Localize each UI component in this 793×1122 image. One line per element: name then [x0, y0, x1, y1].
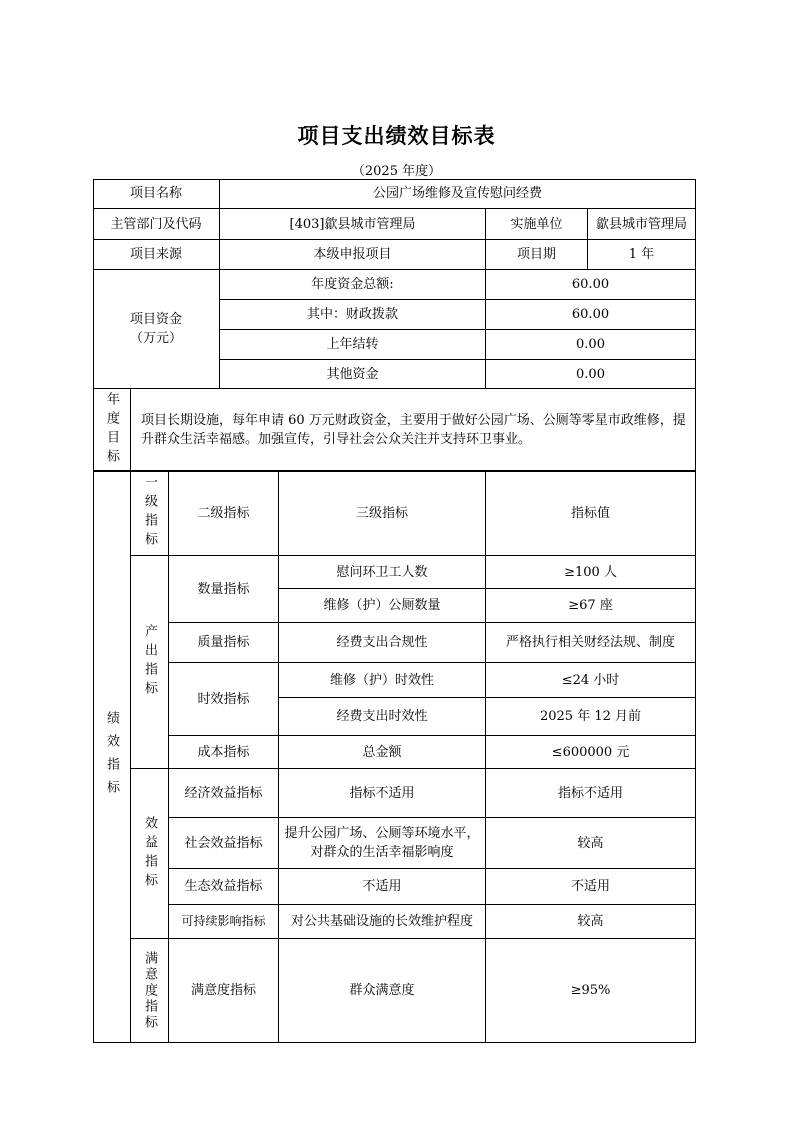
ecological-benefit-label: 生态效益指标 [169, 869, 279, 905]
table-row-qty2-name: 维修（护）公厕数量 [279, 589, 486, 623]
source-value: 本级申报项目 [220, 240, 486, 270]
funds-fiscal-value: 60.00 [486, 300, 696, 330]
table-row-time2-name: 经费支出时效性 [279, 698, 486, 736]
sustainability-label: 可持续影响指标 [169, 905, 279, 939]
table-row-econ-value: 指标不适用 [486, 769, 696, 818]
header-value: 指标值 [486, 471, 696, 556]
table-row-eco-value: 不适用 [486, 869, 696, 905]
table-row-qty2-value: ≥67 座 [486, 589, 696, 623]
table-row-sustain-name: 对公共基础设施的长效维护程度 [279, 905, 486, 939]
benefit-indicators-label: 效益指标 [131, 769, 169, 939]
satisfaction-sub-label: 满意度指标 [169, 939, 279, 1043]
social-benefit-label: 社会效益指标 [169, 818, 279, 869]
impl-unit-value: 歙县城市管理局 [588, 209, 696, 240]
funds-other-value: 0.00 [486, 360, 696, 389]
annual-goal-text: 项目长期设施，每年申请 60 万元财政资金，主要用于做好公园广场、公厕等零星市政维修，提升群众生活幸福感。加强宣传，引导社会公众关注并支持环卫事业。 [131, 389, 696, 471]
header-level1: 一级指标 [131, 471, 169, 556]
period-label: 项目期 [486, 240, 588, 270]
table-row-satisfaction-name: 群众满意度 [279, 939, 486, 1043]
funds-other-label: 其他资金 [220, 360, 486, 389]
quantity-indicator-label: 数量指标 [169, 556, 279, 623]
funds-carry-value: 0.00 [486, 330, 696, 360]
annual-goal-label: 年度目标 [93, 389, 131, 471]
table-row-sustain-value: 较高 [486, 905, 696, 939]
funds-fiscal-label: 其中：财政拨款 [220, 300, 486, 330]
funds-total-value: 60.00 [486, 270, 696, 300]
table-row-qty1-name: 慰问环卫工人数 [279, 556, 486, 589]
table-row-quality-name: 经费支出合规性 [279, 623, 486, 663]
funds-label: 项目资金 （万元） [93, 270, 220, 389]
project-name-value: 公园广场维修及宣传慰问经费 [220, 179, 696, 209]
satisfaction-indicators-label: 满意度指标 [131, 939, 169, 1043]
table-row-cost-value: ≤600000 元 [486, 736, 696, 769]
header-level2: 二级指标 [169, 471, 279, 556]
funds-total-label: 年度资金总额: [220, 270, 486, 300]
economic-benefit-label: 经济效益指标 [169, 769, 279, 818]
page-title: 项目支出绩效目标表 [297, 124, 496, 148]
dept-value: [403]歙县城市管理局 [220, 209, 486, 240]
cost-indicator-label: 成本指标 [169, 736, 279, 769]
table-row-social-value: 较高 [486, 818, 696, 869]
timeliness-indicator-label: 时效指标 [169, 663, 279, 736]
perf-indicators-label: 绩效指标 [93, 471, 131, 1043]
year-subtitle: （2025 年度） [351, 164, 442, 179]
output-indicators-label: 产出指标 [131, 556, 169, 769]
quality-indicator-label: 质量指标 [169, 623, 279, 663]
table-row-time1-name: 维修（护）时效性 [279, 663, 486, 698]
table-row-social-name: 提升公园广场、公厕等环境水平，对群众的生活幸福影响度 [279, 818, 486, 869]
header-level3: 三级指标 [279, 471, 486, 556]
funds-carry-label: 上年结转 [220, 330, 486, 360]
table-row-quality-value: 严格执行相关财经法规、制度 [486, 623, 696, 663]
table-row-qty1-value: ≥100 人 [486, 556, 696, 589]
table-row-econ-name: 指标不适用 [279, 769, 486, 818]
table-row-eco-name: 不适用 [279, 869, 486, 905]
period-value: 1 年 [588, 240, 696, 270]
source-label: 项目来源 [93, 240, 220, 270]
table-row-satisfaction-value: ≥95% [486, 939, 696, 1043]
impl-unit-label: 实施单位 [486, 209, 588, 240]
dept-label: 主管部门及代码 [93, 209, 220, 240]
project-name-label: 项目名称 [93, 179, 220, 209]
table-row-time2-value: 2025 年 12 月前 [486, 698, 696, 736]
table-row-cost-name: 总金额 [279, 736, 486, 769]
table-row-time1-value: ≤24 小时 [486, 663, 696, 698]
